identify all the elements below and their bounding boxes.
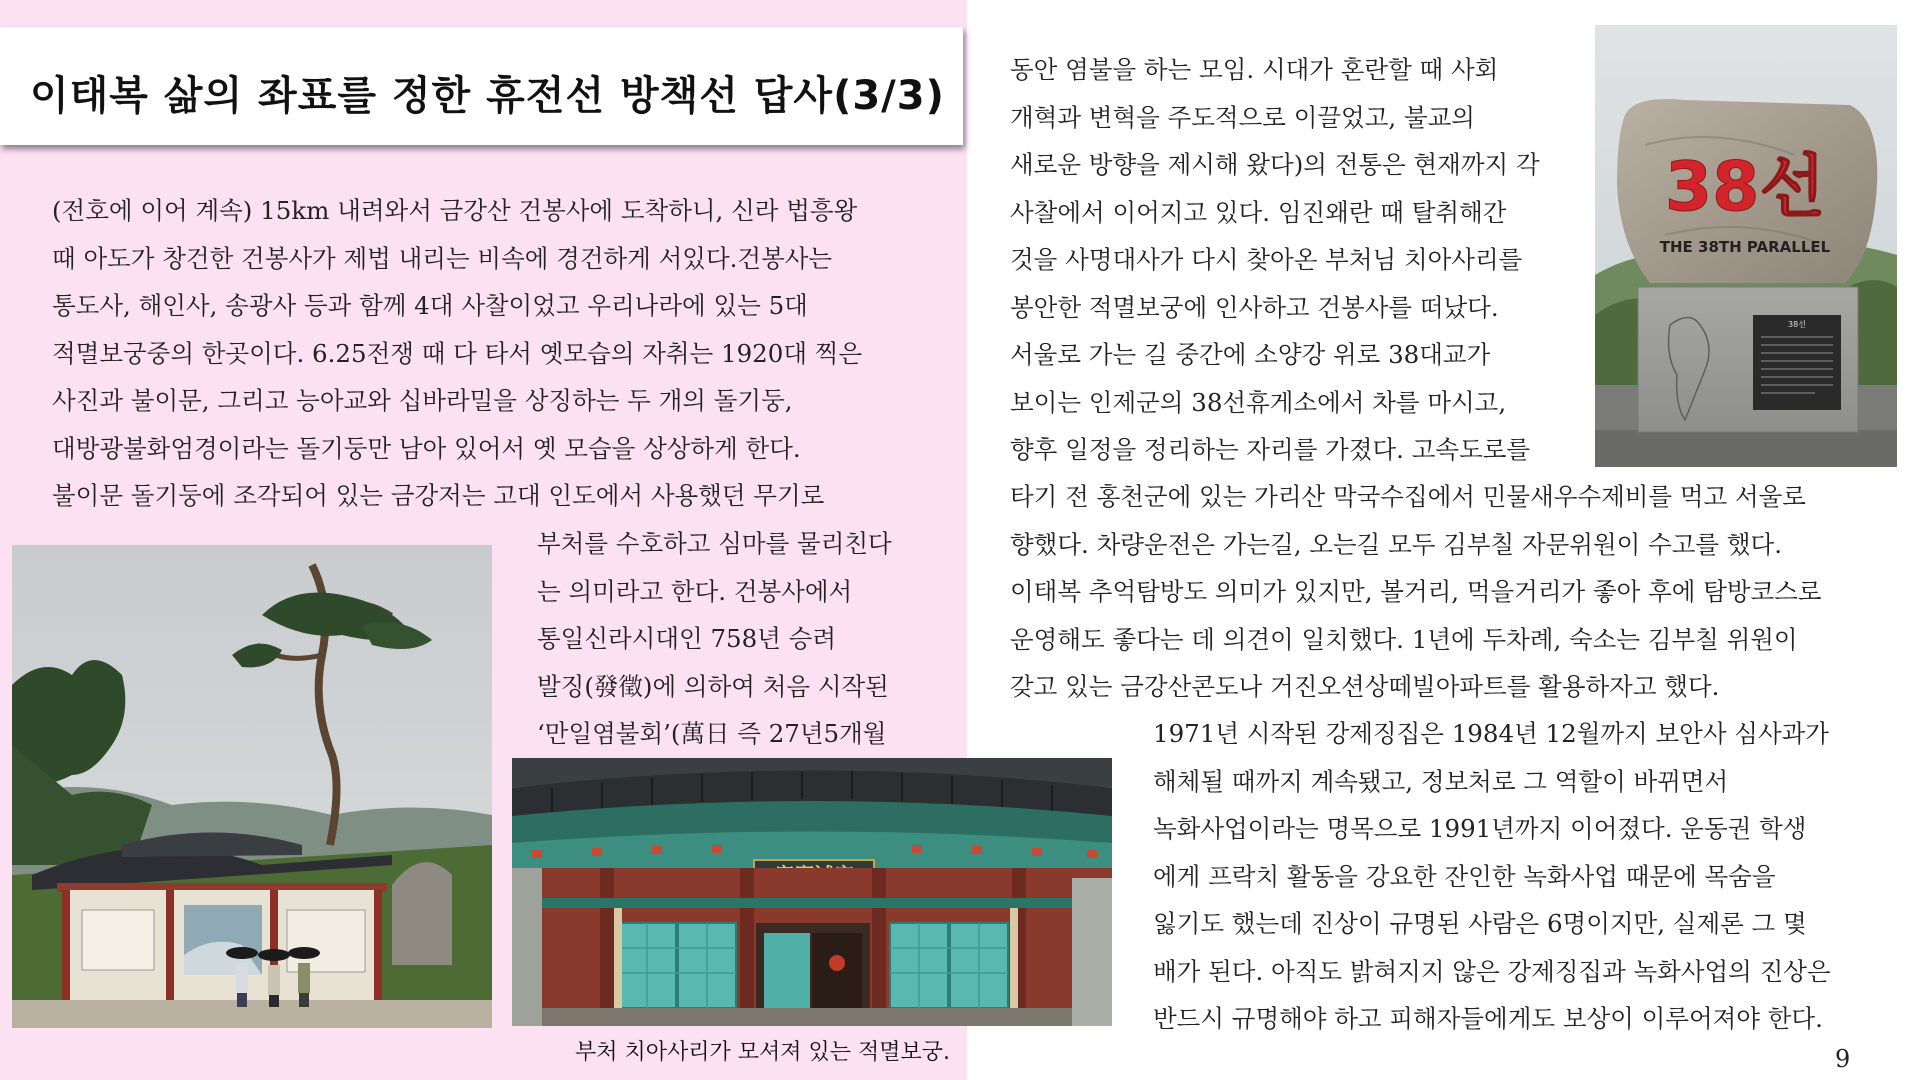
text-line: 반드시 규명해야 하고 피해자들에게도 보상이 이루어져야 한다. xyxy=(1153,1004,1823,1033)
text-line: 사진과 불이문, 그리고 능아교와 십바라밀을 상징하는 두 개의 돌기둥, xyxy=(52,386,793,415)
text-line: 봉안한 적멸보궁에 인사하고 건봉사를 떠났다. xyxy=(1010,292,1499,322)
left-narrow-text xyxy=(537,520,892,758)
text-line: 사찰에서 이어지고 있다. 임진왜란 때 탈취해간 xyxy=(1010,197,1507,227)
left-column-text xyxy=(52,187,862,520)
page-number: 9 xyxy=(1835,1045,1851,1073)
text-line: 개혁과 변혁을 주도적으로 이끌었고, 불교의 xyxy=(1010,102,1475,132)
text-line: 운영해도 좋다는 데 의견이 일치했다. 1년에 두차례, 숙소는 김부칠 위원이 xyxy=(1010,624,1798,654)
stone-sub-text: THE 38TH PARALLEL xyxy=(1659,238,1831,256)
text-line: 것을 사명대사가 다시 찾아온 부처님 치아사리를 xyxy=(1010,245,1523,274)
text-line: 부처를 수호하고 심마를 물리친다 xyxy=(537,529,892,558)
text-line: 타기 전 홍천군에 있는 가리산 막국수집에서 민물새우수제비를 먹고 서울로 xyxy=(1010,482,1806,511)
text-line: 적멸보궁중의 한곳이다. 6.25전쟁 때 다 타서 옛모습의 자취는 1920대 찍은 xyxy=(52,338,863,368)
text-line: 통일신라시대인 758년 승려 xyxy=(537,624,837,653)
temple-hall-illustration xyxy=(512,758,1112,1026)
photo-caption: 부처 치아사리가 모셔져 있는 적멸보궁. xyxy=(575,1040,950,1065)
text-line: 때 아도가 창건한 건봉사가 제법 내리는 비속에 경건하게 서있다.건봉사는 xyxy=(52,243,833,273)
text-line: 1971년 시작된 강제징집은 1984년 12월까지 보안사 심사과가 xyxy=(1153,719,1829,748)
text-line: 향했다. 차량운전은 가는길, 오는길 모두 김부칠 자문위원이 수고를 했다. xyxy=(1010,529,1783,559)
text-line: (전호에 이어 계속) 15km 내려와서 금강산 건봉사에 도착하니, 신라 법흥왕 xyxy=(52,196,858,225)
right-bottom-text xyxy=(1153,710,1831,1043)
text-line: 향후 일정을 정리하는 자리를 가졌다. 고속도로를 xyxy=(1010,435,1531,464)
text-line: 통도사, 해인사, 송광사 등과 함께 4대 사찰이었고 우리나라에 있는 5대 xyxy=(52,291,808,320)
text-line: 에게 프락치 활동을 강요한 잔인한 녹화사업 때문에 목숨을 xyxy=(1153,861,1776,891)
text-line: 해체될 때까지 계속됐고, 정보처로 그 역할이 바뀌면서 xyxy=(1153,766,1729,796)
text-line: 동안 염불을 하는 모임. 시대가 혼란할 때 사회 xyxy=(1010,55,1499,84)
text-line: 배가 된다. 아직도 밝혀지지 않은 강제징집과 녹화사업의 진상은 xyxy=(1153,956,1831,986)
title-banner xyxy=(0,27,963,145)
text-line: 보이는 인제군의 38선휴게소에서 차를 마시고, xyxy=(1010,387,1507,417)
temple-gate-illustration xyxy=(12,545,492,1028)
right-full-text xyxy=(1010,473,1822,711)
text-line: 갖고 있는 금강산콘도나 거진오션상떼빌아파트를 활용하자고 했다. xyxy=(1010,672,1720,701)
jeokmyeol-bogung-photo xyxy=(512,758,1112,1026)
text-line: 새로운 방향을 제시해 왔다)의 전통은 현재까지 각 xyxy=(1010,150,1540,179)
page-title: 이태복 삶의 좌표를 정한 휴전선 방책선 답사(3/3) xyxy=(30,73,945,119)
stone-big-text: 38선 xyxy=(1664,148,1826,227)
text-line: 대방광불화엄경이라는 돌기둥만 남아 있어서 옛 모습을 상상하게 한다. xyxy=(52,433,801,463)
parallel-stone-photo xyxy=(1595,25,1897,467)
plaque-title: 38선 xyxy=(1788,320,1806,329)
text-line: 발징(發徵)에 의하여 처음 시작된 xyxy=(537,671,889,701)
temple-gate-photo xyxy=(12,545,492,1028)
text-line: 는 의미라고 한다. 건봉사에서 xyxy=(537,576,853,606)
text-line: 녹화사업이라는 명목으로 1991년까지 이어졌다. 운동권 학생 xyxy=(1153,814,1807,843)
text-line: ‘만일염불회’(萬日 즉 27년5개월 xyxy=(537,719,887,748)
text-line: 불이문 돌기둥에 조각되어 있는 금강저는 고대 인도에서 사용했던 무기로 xyxy=(52,481,825,510)
text-line: 서울로 가는 길 중간에 소양강 위로 38대교가 xyxy=(1010,340,1491,369)
text-line: 이태복 추억탐방도 의미가 있지만, 볼거리, 먹을거리가 좋아 후에 탐방코스로 xyxy=(1010,577,1822,606)
parallel-stone-illustration xyxy=(1595,25,1897,467)
text-line: 잃기도 했는데 진상이 규명된 사람은 6명이지만, 실제론 그 몇 xyxy=(1153,909,1807,938)
right-top-text xyxy=(1010,46,1540,474)
